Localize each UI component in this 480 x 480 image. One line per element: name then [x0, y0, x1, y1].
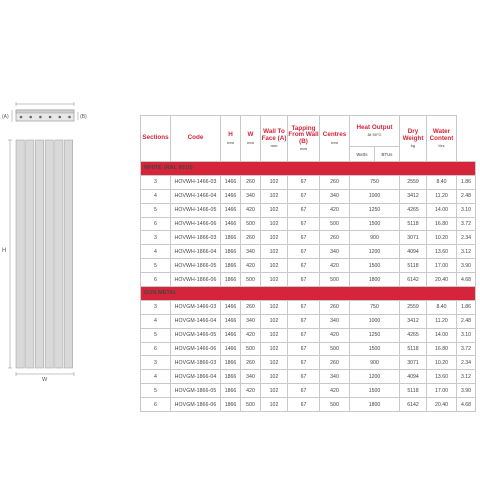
table-cell: 5118 [400, 217, 427, 231]
section-tube-dot [68, 116, 71, 119]
table-cell: 3412 [400, 189, 427, 203]
table-cell: 500 [320, 398, 350, 412]
table-cell: 8.40 [427, 175, 457, 189]
table-cell: 5118 [400, 259, 427, 273]
table-cell: HOVGM-1866-05 [171, 384, 221, 398]
table-cell: 10.20 [427, 356, 457, 370]
table-row [141, 189, 476, 203]
table-cell: 2.34 [457, 231, 476, 245]
label-b: (B) [80, 114, 87, 120]
table-cell: 3.72 [457, 217, 476, 231]
table-cell: 1466 [221, 342, 241, 356]
table-cell: HOVWH-1866-05 [171, 259, 221, 273]
table-cell: 13.60 [427, 245, 457, 259]
table-cell: 340 [320, 245, 350, 259]
table-cell: HOVGM-1466-04 [171, 314, 221, 328]
section-tube-dot [20, 116, 23, 119]
table-row [141, 217, 476, 231]
table-cell: 102 [261, 398, 288, 412]
table-cell: 1.86 [457, 175, 476, 189]
table-cell: 1466 [221, 217, 241, 231]
table-cell: 1800 [350, 273, 400, 287]
header-dry-weight: Dry Weight kg [400, 116, 427, 162]
table-cell: 67 [288, 356, 320, 370]
radiator-section [65, 140, 73, 368]
table-cell: 17.00 [427, 259, 457, 273]
table-row [141, 328, 476, 342]
table-cell: 67 [288, 370, 320, 384]
table-cell: 67 [288, 273, 320, 287]
table-cell: 500 [320, 342, 350, 356]
header-btus: BTUs [381, 151, 393, 157]
table-cell: 4 [141, 245, 171, 259]
table-cell: 1466 [221, 189, 241, 203]
table-cell: 1466 [221, 175, 241, 189]
radiator-section [26, 140, 34, 368]
table-cell: 420 [241, 328, 261, 342]
table-cell: 1866 [221, 259, 241, 273]
radiator-section [16, 140, 24, 368]
table-cell: 340 [241, 370, 261, 384]
radiator-section [45, 140, 53, 368]
table-cell: 1500 [350, 259, 400, 273]
spec-table [140, 115, 476, 412]
label-w: W [42, 377, 48, 383]
table-cell: 5 [141, 384, 171, 398]
table-cell: 67 [288, 314, 320, 328]
table-cell: 4265 [400, 328, 427, 342]
table-cell: HOVWH-1466-04 [171, 189, 221, 203]
table-cell: 1866 [221, 384, 241, 398]
table-cell: 420 [320, 384, 350, 398]
table-cell: 3071 [400, 356, 427, 370]
table-cell: 16.80 [427, 217, 457, 231]
header-tapping: Tapping From Wall (B) mm [288, 116, 320, 162]
table-cell: 1466 [221, 314, 241, 328]
table-cell: 67 [288, 328, 320, 342]
table-row [141, 273, 476, 287]
table-cell: 1466 [221, 328, 241, 342]
table-cell: 500 [241, 273, 261, 287]
table-cell: HOVGM-1866-03 [171, 356, 221, 370]
table-cell: 500 [241, 398, 261, 412]
front-view-drawing [2, 140, 74, 383]
radiator-section [55, 140, 63, 368]
table-cell: 420 [241, 259, 261, 273]
table-cell: 4.68 [457, 398, 476, 412]
section-tube-dot [49, 116, 52, 119]
table-cell: 5 [141, 203, 171, 217]
table-cell: 1250 [350, 328, 400, 342]
table-cell: 102 [261, 314, 288, 328]
table-cell: 20.40 [427, 398, 457, 412]
table-cell: 1500 [350, 217, 400, 231]
table-cell: 4265 [400, 203, 427, 217]
table-cell: 2.48 [457, 189, 476, 203]
table-cell: 6 [141, 398, 171, 412]
table-cell: 1466 [221, 300, 241, 314]
table-cell: 1.86 [457, 300, 476, 314]
table-cell: 1500 [350, 384, 400, 398]
table-row [141, 231, 476, 245]
table-cell: 102 [261, 203, 288, 217]
table-cell: 1866 [221, 273, 241, 287]
table-row [141, 314, 476, 328]
group-header-row [141, 287, 476, 301]
table-cell: 3.90 [457, 259, 476, 273]
top-view-drawing [2, 102, 87, 122]
table-cell: HOVGM-1466-03 [171, 300, 221, 314]
table-cell: 3 [141, 300, 171, 314]
table-cell: HOVGM-1866-04 [171, 370, 221, 384]
table-cell: 2.48 [457, 314, 476, 328]
table-cell: 340 [320, 370, 350, 384]
table-cell: HOVWH-1866-06 [171, 273, 221, 287]
table-cell: 750 [350, 175, 400, 189]
table-cell: 260 [241, 231, 261, 245]
spec-table-body [141, 162, 476, 412]
table-cell: 900 [350, 231, 400, 245]
table-cell: 13.60 [427, 370, 457, 384]
table-cell: 3.10 [457, 203, 476, 217]
table-cell: 16.80 [427, 342, 457, 356]
table-cell: 102 [261, 342, 288, 356]
label-h: H [2, 248, 7, 254]
header-centres: Centres mm [320, 116, 350, 162]
table-cell: 5 [141, 259, 171, 273]
table-cell: 67 [288, 300, 320, 314]
table-cell: 67 [288, 189, 320, 203]
table-cell: HOVWH-1466-03 [171, 175, 221, 189]
table-cell: HOVGM-1466-06 [171, 342, 221, 356]
header-code: Code [171, 116, 221, 162]
table-row [141, 203, 476, 217]
table-cell: 67 [288, 231, 320, 245]
table-cell: HOVGM-1866-06 [171, 398, 221, 412]
table-cell: 5118 [400, 384, 427, 398]
group-name: WHITE (RAL 9010) [141, 162, 476, 176]
table-cell: 102 [261, 273, 288, 287]
table-cell: 4 [141, 370, 171, 384]
table-cell: 11.20 [427, 314, 457, 328]
table-cell: 500 [241, 342, 261, 356]
table-cell: 67 [288, 342, 320, 356]
table-cell: 6 [141, 217, 171, 231]
table-cell: 67 [288, 245, 320, 259]
table-cell: 1000 [350, 314, 400, 328]
header-wall-to-face: Wall To Face (A) mm [261, 116, 288, 162]
table-cell: 20.40 [427, 273, 457, 287]
table-cell: 5118 [400, 342, 427, 356]
header-w: W mm [241, 116, 261, 162]
table-cell: 10.20 [427, 231, 457, 245]
table-cell: HOVWH-1866-04 [171, 245, 221, 259]
table-cell: 102 [261, 217, 288, 231]
header-heat-output: Heat Output ∆t 50°C Watts BTUs [350, 116, 400, 162]
table-cell: 102 [261, 356, 288, 370]
table-row [141, 370, 476, 384]
group-name: GUN METAL [141, 287, 476, 301]
radiator-section [35, 140, 43, 368]
section-tube-dot [59, 116, 62, 119]
table-row [141, 175, 476, 189]
table-cell: 6 [141, 273, 171, 287]
table-cell: 1866 [221, 231, 241, 245]
table-cell: 3 [141, 231, 171, 245]
table-cell: 67 [288, 203, 320, 217]
table-cell: 1466 [221, 203, 241, 217]
table-row [141, 259, 476, 273]
table-cell: 420 [320, 328, 350, 342]
label-a: (A) [2, 114, 9, 120]
table-cell: 4 [141, 314, 171, 328]
table-cell: HOVWH-1466-06 [171, 217, 221, 231]
group-header-row [141, 162, 476, 176]
table-cell: 3.12 [457, 245, 476, 259]
table-cell: 260 [320, 231, 350, 245]
table-cell: HOVGM-1466-05 [171, 328, 221, 342]
table-cell: 67 [288, 217, 320, 231]
table-cell: 4 [141, 189, 171, 203]
table-cell: 3071 [400, 231, 427, 245]
table-cell: 750 [350, 300, 400, 314]
table-cell: 340 [241, 245, 261, 259]
table-cell: 3412 [400, 314, 427, 328]
table-cell: 6142 [400, 273, 427, 287]
table-row [141, 245, 476, 259]
table-cell: 67 [288, 175, 320, 189]
header-h: H mm [221, 116, 241, 162]
table-cell: 67 [288, 259, 320, 273]
table-cell: 3 [141, 356, 171, 370]
table-cell: 102 [261, 300, 288, 314]
table-cell: 17.00 [427, 384, 457, 398]
table-cell: 420 [320, 259, 350, 273]
table-cell: 4094 [400, 370, 427, 384]
section-tube-dot [39, 116, 42, 119]
table-cell: 6142 [400, 398, 427, 412]
table-cell: 5 [141, 328, 171, 342]
table-cell: 340 [320, 189, 350, 203]
header-water-content: Water Content ltrs [427, 116, 457, 162]
table-cell: 420 [241, 203, 261, 217]
table-cell: 1800 [350, 398, 400, 412]
table-cell: 2559 [400, 175, 427, 189]
table-cell: 6 [141, 342, 171, 356]
table-cell: 1866 [221, 245, 241, 259]
table-cell: 420 [320, 203, 350, 217]
header-watts: Watts [350, 147, 375, 161]
table-cell: 900 [350, 356, 400, 370]
table-cell: 67 [288, 384, 320, 398]
table-cell: 4.68 [457, 273, 476, 287]
header-sections: Sections [141, 116, 171, 162]
table-cell: 1000 [350, 189, 400, 203]
table-cell: 102 [261, 189, 288, 203]
table-cell: 500 [320, 217, 350, 231]
table-cell: 1866 [221, 398, 241, 412]
table-cell: 420 [241, 384, 261, 398]
table-cell: 1250 [350, 203, 400, 217]
table-cell: 102 [261, 259, 288, 273]
table-cell: 3.90 [457, 384, 476, 398]
table-cell: 102 [261, 328, 288, 342]
table-cell: 340 [241, 189, 261, 203]
table-row [141, 384, 476, 398]
table-cell: 4094 [400, 245, 427, 259]
table-cell: 340 [241, 314, 261, 328]
table-cell: HOVWH-1866-03 [171, 231, 221, 245]
table-cell: 102 [261, 231, 288, 245]
table-cell: HOVWH-1466-05 [171, 203, 221, 217]
table-cell: 1200 [350, 370, 400, 384]
table-cell: 1866 [221, 356, 241, 370]
table-cell: 8.40 [427, 300, 457, 314]
table-cell: 102 [261, 175, 288, 189]
table-cell: 67 [288, 398, 320, 412]
table-cell: 11.20 [427, 189, 457, 203]
table-row [141, 342, 476, 356]
table-cell: 3 [141, 175, 171, 189]
table-cell: 260 [320, 356, 350, 370]
table-row [141, 300, 476, 314]
section-tube-dot [29, 116, 32, 119]
table-cell: 102 [261, 384, 288, 398]
table-cell: 2559 [400, 300, 427, 314]
table-cell: 260 [320, 175, 350, 189]
radiator-diagram [0, 0, 140, 480]
table-cell: 260 [241, 175, 261, 189]
table-cell: 14.00 [427, 203, 457, 217]
table-cell: 14.00 [427, 328, 457, 342]
table-row [141, 356, 476, 370]
table-cell: 500 [320, 273, 350, 287]
table-cell: 3.12 [457, 370, 476, 384]
table-cell: 340 [320, 314, 350, 328]
table-cell: 3.10 [457, 328, 476, 342]
table-cell: 1866 [221, 370, 241, 384]
table-cell: 3.72 [457, 342, 476, 356]
table-cell: 1200 [350, 245, 400, 259]
table-cell: 2.34 [457, 356, 476, 370]
table-cell: 1500 [350, 342, 400, 356]
table-cell: 102 [261, 245, 288, 259]
table-cell: 260 [320, 300, 350, 314]
table-cell: 260 [241, 356, 261, 370]
header-row [141, 116, 476, 162]
table-cell: 500 [241, 217, 261, 231]
table-cell: 102 [261, 370, 288, 384]
table-cell: 260 [241, 300, 261, 314]
table-row [141, 398, 476, 412]
